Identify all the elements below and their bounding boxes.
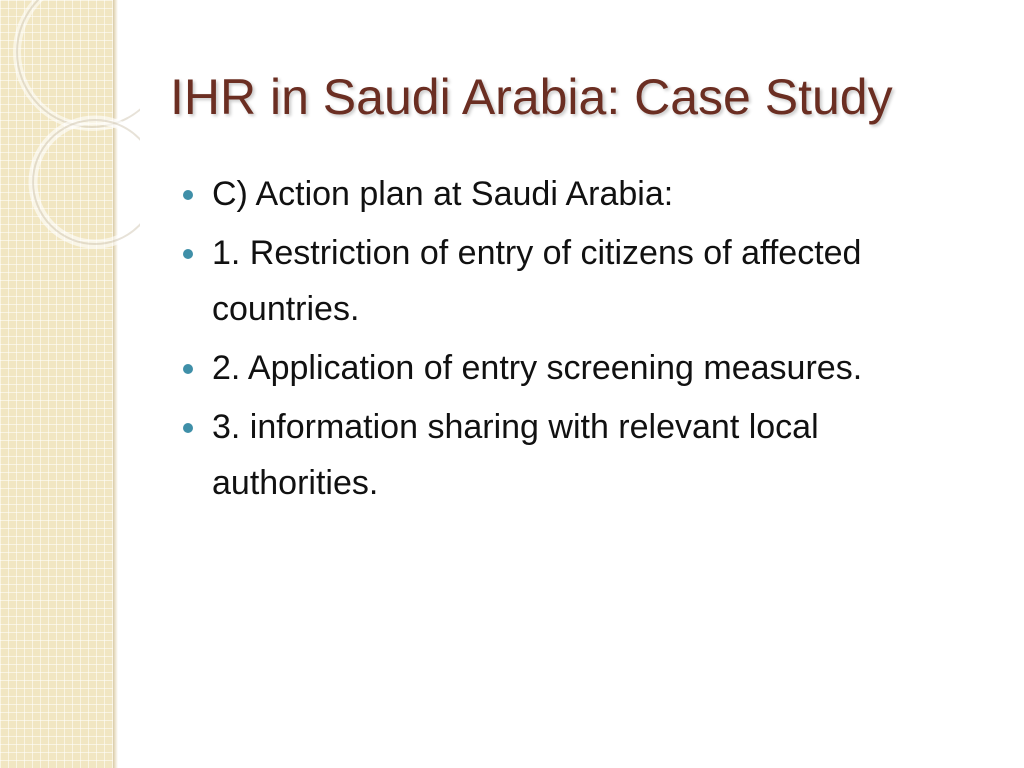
bullet-text: 2. Application of entry screening measures. [212, 349, 863, 387]
bullet-item-information-sharing [183, 399, 983, 511]
bullet-icon [183, 423, 193, 433]
bullet-icon [183, 364, 193, 374]
decorative-rings-icon [0, 0, 140, 260]
bullet-item-screening [183, 340, 983, 396]
bullet-text: 3. information sharing with relevant local authorities. [212, 408, 819, 502]
slide-title: IHR in Saudi Arabia: Case Study [170, 69, 893, 125]
bullet-item-restriction [183, 225, 983, 337]
bullet-item-action-plan [183, 166, 983, 222]
bullet-icon [183, 190, 193, 200]
bullet-text: C) Action plan at Saudi Arabia: [212, 175, 674, 213]
bullet-icon [183, 249, 193, 259]
bullet-list [183, 166, 983, 514]
bullet-text: 1. Restriction of entry of citizens of affected countries. [212, 234, 862, 328]
